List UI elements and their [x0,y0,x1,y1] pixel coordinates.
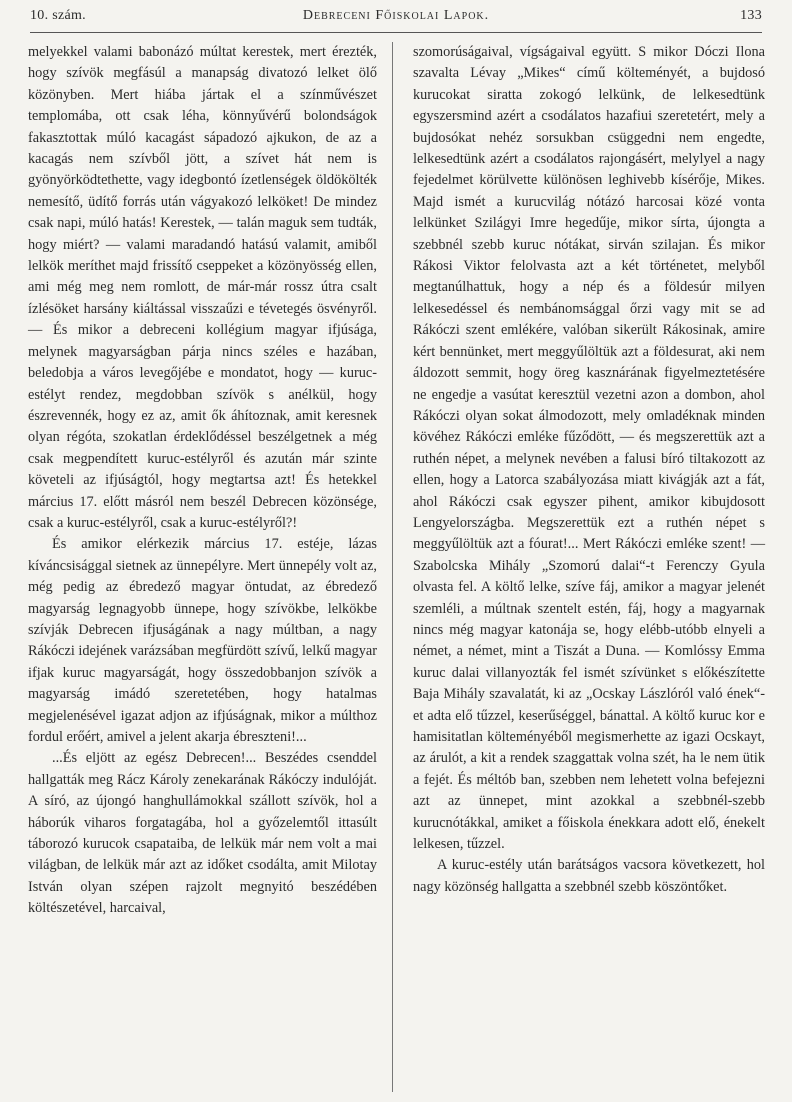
issue-number: 10. szám. [30,8,86,23]
paragraph: És amikor elérkezik március 17. estéje, lázas kíváncsisággal sietnek az ünnepélyre. Mert ünnepély volt az, még pedig az ébredező magyar öntudat, az ébredező magyarság legnagyobb ünnepe, hogy szívökbe, lelkökbe szívják Debrecen ifjuságának a nagy múltban, a nagy Rákóczi idejének varázsában megfürdött szívű, lelkű magyar ifjak kuruc magyarságát, hogy összedobbanjon szívök a magyarság imádó szeretetében, hogy hatalmas megjelenésével igazat adjon az ifjúságnak, mikor a múlthoz fordul erőért, amivel a jelent akarja ébreszteni!... [28,536,377,745]
journal-title: Debreceni Főiskolai Lapok. [302,8,490,23]
right-column [413,42,765,898]
column-divider [392,42,393,1092]
paragraph: ...És eljött az egész Debrecen!... Beszédes csenddel hallgatták meg Rácz Károly zenekarának Rákóczy indulóját. A síró, az újongó hanghullámokkal szállott szívök, hol a háborúk viharos forgatagába, hol a győzelemtől ittasúlt táborozó kurucok csapataiba, de lelkük már nem volt a mai világban, de lelkük már azt az időket csodálta, amit Milotay István olyan szépen rajzolt megnyitó beszédében költészetével, harcaival, [28,750,377,917]
page-header [30,8,762,30]
paragraph: A kuruc-estély után barátságos vacsora következett, hol nagy közönség hallgatta a szebbnél szebb köszöntőket. [413,857,765,895]
page-number: 133 [740,8,762,23]
left-column [28,42,377,920]
paragraph: szomorúságaival, vígságaival együtt. S mikor Dóczi Ilona szavalta Lévay „Mikes“ című költeményét, a bujdosó kurucokat siratta zokogó lelkünk, de lelkesedtünk egyszersmind azért a csodálatos hazafiui szeretetért, mely a bujdosókat nehéz sorsukban csüggedni nem engedte, lelkesedtünk azért a csodálatos rajongásért, melylyel a nagy fejedelmet körülvette különösen leghivebb kísérője, Mikes. Majd ismét a kurucvilág nótázó harcosai közé vonta lelkünket Szilágyi Imre hegedűje, mikor sírta, újongta a szebbnél szebb kuruc nótákat, sirván szilajan. És mikor Rákosi Viktor felolvasta azt a két történetet, melyből megtanúlhattuk, hogy a nép és a földesúr milyen lelkesedéssel és nembánomsággal őrzi vagy mit se ad Rákóczi szent emlékére, valóban sikerült Rákosinak, amire kért bennünket, mert meggyűlöltük azt a földesurat, aki nem áldozott semmit, hogy öreg kasznárának figyelmeztetésére ne engedje a vasútat keresztül vezetni azon a dombon, ahol Rákóczi olyan sokat álmodozott, mely omladéknak minden kövéhez Rákóczi emléke fűződött, — és megszerettük azt a ruthén népet, a melynek nevében a falusi bíró tiltakozott az ellen, hogy a Latorca szabályozása miatt kivágják azt a fát, ahol Rákóczi csak egyszer pihent, amikor kibujdosott Lengyelországba. Megszerettük ezt a ruthén népet s meggyűlöltük azt a fóurat!... Mert Rákóczi emléke szent! — Szabolcska Mihály „Szomorú dalai“-t Ferenczy Gyula olvasta fel. A költő lelke, szíve fáj, amikor a magyar jelenét szemléli, a múltnak szentelt estén, fáj, hogy a magyarnak nincs még magyar katonája se, hogy elébb-utóbb elnyeli a német, a német, mint a Tiszát a Duna. — Komlóssy Emma kuruc dalai villanyozták fel ismét szívünket s előkészítette Baja Mihály szavalatát, ki az „Ocskay Lászlóról való ének“-et adta elő tűzzel, keserűséggel, bánattal. A költő kuruc kor e hamisitatlan költeményéből megismerhette az igazi Ocskayt, az árulót, a kit a rendek szaggattak volna szét, ha le nem ütik a fejét. És méltób ban, szebben nem lehetett volna befejezni azt az ünnepet, mint azokkal a szebbnél-szebb kurucnótákkal, amiket a főiskola énekkara adott elő, énekelt lelkesen, tűzzel. [413,44,765,853]
paragraph: melyekkel valami babonázó múltat kerestek, mert érezték, hogy szívök megfásúl a manapság divatozó lelket ölő közönyben. Mert hiába jártak el a színművészet templomába, ott csak léha, könnyűvérű bolondságok fakasztottak múló kacagást sápadozó ajkukon, de az a kacagás nem szívből jött, a szívet hát nem is gyönyörködtethette, vagy idegbontó ízetlenségek öldökölték nemesítő, üdítő forrás után vágyakozó lelköket! De mindez csak napi, múló hatás! Kerestek, — talán maguk sem tudták, hogy miért? — valami maradandó hatású valamit, amiből lelkök meríthet majd frissítő cseppeket a közönyösség ellen, ami még meg nem romlott, de már-már rossz útra csalt ízlésöket harsány kiáltással visszaűzi e tévetegés ösvényről. — És mikor a debreceni kollégium magyar ifjúsága, melynek magyarságban párja nincs széles e hazában, beledobja a város levegőjébe e mondatot, hogy — kuruc-estélyt rendez, megdobban szívök s anélkül, hogy észrevennék, hogy ez az, amit ők áhítoznak, amit keresnek olyan régóta, szokatlan érdeklődéssel beszélgetnek a még csak megpendített kuruc-estélyről és azután már szinte követeli az ifjúságtól, hogy megtartsa azt! És hetekkel március 17. előtt másról nem beszél Debrecen közönsége, csak a kuruc-estélyről, csak a kuruc-estélyről?! [28,44,377,531]
header-rule [30,32,762,33]
